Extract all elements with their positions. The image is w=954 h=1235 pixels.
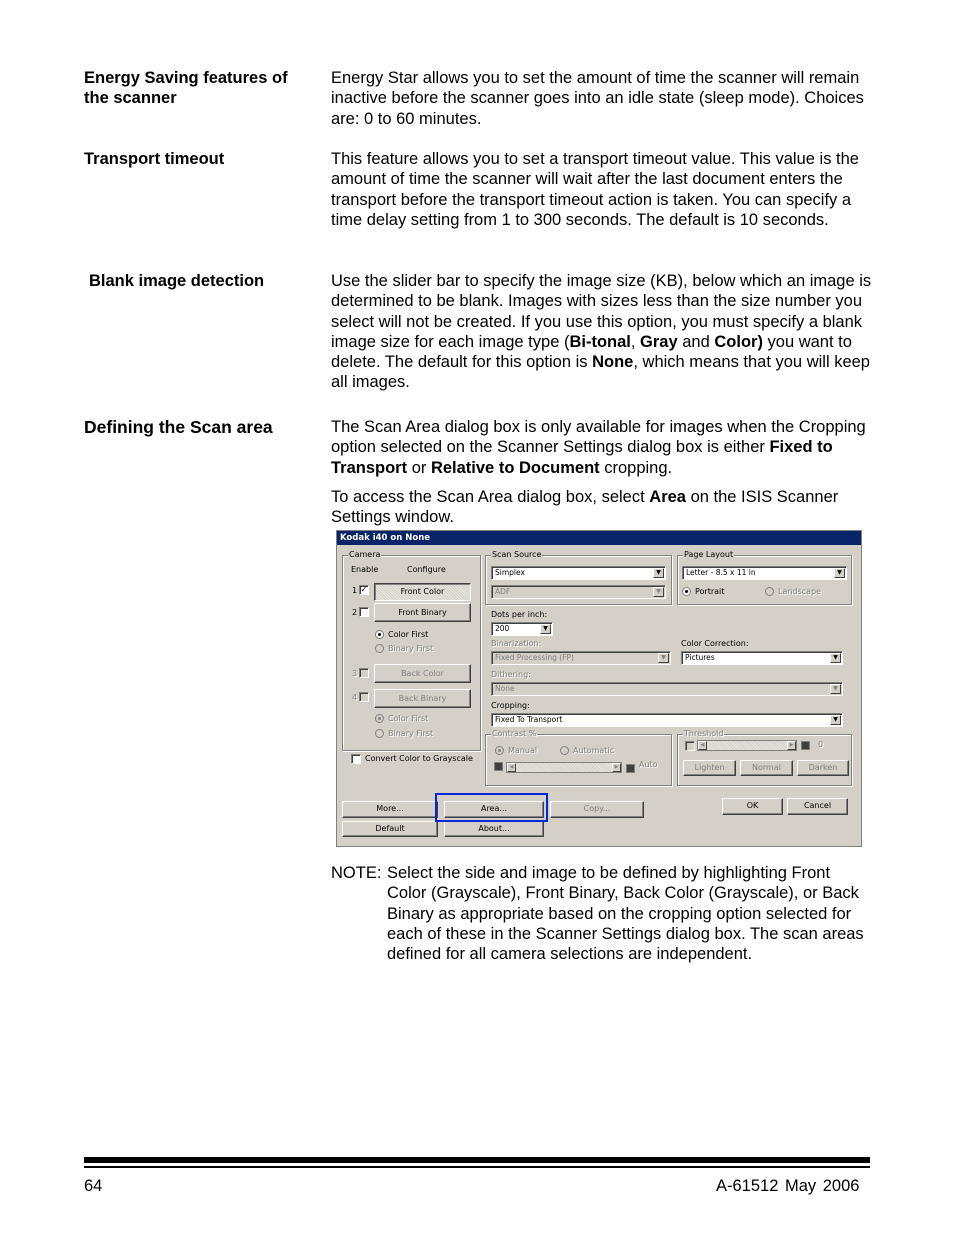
binarization-label: Binarization: [491, 639, 542, 648]
scroll-right-icon: ▶ [612, 763, 621, 772]
desc-energy-saving: Energy Star allows you to set the amount of time the scanner will remain inactive before the scanner goes into an idle state (sleep mode). Choices are: 0 to 60 minutes. [331, 69, 864, 128]
darken-button[interactable]: Darken [797, 760, 849, 776]
contrast-label: Contrast % [492, 729, 537, 738]
term-transport-timeout: Transport timeout [84, 150, 225, 168]
threshold-label: Threshold [684, 729, 724, 738]
contrast-manual-label: Manual [508, 746, 538, 755]
chevron-down-icon: ▼ [653, 587, 664, 597]
page-layout-group [677, 550, 852, 605]
threshold-checkbox[interactable] [685, 741, 695, 751]
camera-4-number: 4 [352, 693, 358, 702]
area-button[interactable]: Area... [444, 801, 544, 818]
back-color-first-radio[interactable] [375, 714, 384, 723]
scan-source-select[interactable]: Simplex ▼ [491, 566, 666, 580]
front-binary-first-label: Binary First [388, 644, 434, 653]
dpi-label: Dots per inch: [491, 610, 548, 619]
lighten-button[interactable]: Lighten [683, 760, 736, 776]
camera-1-checkbox[interactable]: ✓ [360, 585, 368, 594]
portrait-radio[interactable] [682, 587, 691, 596]
copy-button[interactable]: Copy... [550, 801, 644, 818]
camera-1-number: 1 [352, 586, 358, 595]
contrast-automatic-label: Automatic [573, 746, 615, 755]
camera-3-checkbox[interactable] [359, 668, 369, 678]
more-button[interactable]: More... [342, 801, 438, 818]
page-layout-label: Page Layout [684, 550, 734, 559]
camera-3-number: 3 [352, 669, 358, 678]
default-button[interactable]: Default [342, 821, 438, 837]
contrast-indicator [494, 762, 503, 771]
back-binary-first-radio[interactable] [375, 729, 384, 738]
front-color-first-label: Color First [388, 630, 429, 639]
threshold-indicator [801, 741, 810, 750]
contrast-auto-label: Auto [639, 760, 658, 769]
chevron-down-icon: ▼ [834, 568, 845, 578]
term-blank-image: Blank image detection [89, 272, 265, 290]
color-correction-select[interactable]: Pictures ▼ [681, 651, 843, 665]
page-number: 64 [84, 1177, 103, 1195]
area-button-highlight [435, 793, 548, 822]
color-correction-label: Color Correction: [681, 639, 749, 648]
front-color-button[interactable]: Front Color [374, 583, 471, 601]
term-energy-saving: Energy Saving features of the scanner [84, 69, 288, 107]
normal-button[interactable]: Normal [740, 760, 793, 776]
ok-button[interactable]: OK [722, 798, 783, 815]
scroll-left-icon: ◀ [698, 741, 707, 750]
about-button[interactable]: About... [444, 821, 544, 837]
portrait-label: Portrait [695, 587, 725, 596]
contrast-automatic-radio[interactable] [560, 746, 569, 755]
chevron-down-icon: ▼ [658, 653, 669, 663]
scroll-right-icon: ▶ [787, 741, 796, 750]
enable-label: Enable [351, 565, 379, 574]
scanner-settings-dialog [336, 530, 862, 847]
desc-scan-area: The Scan Area dialog box is only available for images when the Cropping option selected on the Scanner Settings dialog box is either Fixed to Transport or Relative to Document cropping. [331, 418, 866, 477]
document-id: A-61512 May 2006 [716, 1177, 860, 1195]
page-size-select[interactable]: Letter - 8.5 x 11 in ▼ [682, 566, 847, 580]
dithering-label: Dithering: [491, 670, 531, 679]
desc-access-scan-area: To access the Scan Area dialog box, select Area on the ISIS Scanner Settings window. [331, 488, 839, 527]
camera-4-checkbox[interactable] [359, 692, 369, 702]
chevron-down-icon: ▼ [830, 715, 841, 725]
camera-2-checkbox[interactable] [359, 607, 369, 617]
configure-label: Configure [407, 565, 446, 574]
adf-select[interactable]: ADF ▼ [491, 585, 666, 599]
landscape-label: Landscape [778, 587, 821, 596]
desc-transport-timeout: This feature allows you to set a transport timeout value. This value is the amount of time the scanner will wait after the last document enters the transport before the transport timeout action is taken. You can specify a time delay setting from 1 to 300 seconds. The default is 10 seconds. [331, 150, 859, 229]
chevron-down-icon: ▼ [653, 568, 664, 578]
front-binary-button[interactable]: Front Binary [374, 603, 471, 622]
landscape-radio[interactable] [765, 587, 774, 596]
note-text: Select the side and image to be defined by highlighting Front Color (Grayscale), Front Binary, Back Color (Grayscale), or Back Binary as appropriate based on the cropping option selected for each of these in the Scanner Settings dialog box. The scan areas defined for all camera selections are independent. [387, 864, 864, 964]
dithering-select[interactable]: None ▼ [491, 682, 843, 696]
back-color-button[interactable]: Back Color [374, 664, 471, 683]
front-color-first-radio[interactable] [375, 630, 384, 639]
contrast-slider[interactable] [506, 762, 622, 773]
cropping-label: Cropping: [491, 701, 530, 710]
back-binary-first-label: Binary First [388, 729, 434, 738]
chevron-down-icon: ▼ [830, 653, 841, 663]
contrast-manual-radio[interactable] [495, 746, 504, 755]
cancel-button[interactable]: Cancel [787, 798, 848, 815]
front-binary-first-radio[interactable] [375, 644, 384, 653]
scroll-left-icon: ◀ [507, 763, 516, 772]
footer-rule-thin [84, 1166, 870, 1168]
desc-blank-image: Use the slider bar to specify the image size (KB), below which an image is determined to be blank. Images with sizes less than the size number you select will not be created. If you use this option, you must specify a blank image size for each image type (Bi-tonal, Gray and Color) you want to delete. The default for this option is None, which means that you will keep all images. [331, 272, 872, 392]
threshold-slider[interactable] [697, 740, 797, 751]
convert-grayscale-checkbox[interactable] [351, 754, 361, 764]
chevron-down-icon: ▼ [830, 684, 841, 694]
threshold-value: 0 [818, 740, 824, 749]
dpi-select[interactable]: 200 ▼ [491, 622, 553, 636]
chevron-down-icon: ▼ [540, 624, 551, 634]
footer-rule-thick [84, 1157, 870, 1163]
note-label: NOTE: [331, 864, 382, 882]
dialog-title: Kodak i40 on None [337, 531, 861, 545]
back-binary-button[interactable]: Back Binary [374, 689, 471, 708]
cropping-select[interactable]: Fixed To Transport ▼ [491, 713, 843, 727]
contrast-auto-indicator [626, 764, 635, 773]
camera-2-number: 2 [352, 608, 358, 617]
camera-group-label: Camera [349, 550, 381, 559]
term-scan-area: Defining the Scan area [84, 417, 273, 437]
binarization-select[interactable]: Fixed Processing (FP) ▼ [491, 651, 671, 665]
back-color-first-label: Color First [388, 714, 429, 723]
scan-source-label: Scan Source [492, 550, 542, 559]
convert-grayscale-label: Convert Color to Grayscale [365, 754, 473, 763]
